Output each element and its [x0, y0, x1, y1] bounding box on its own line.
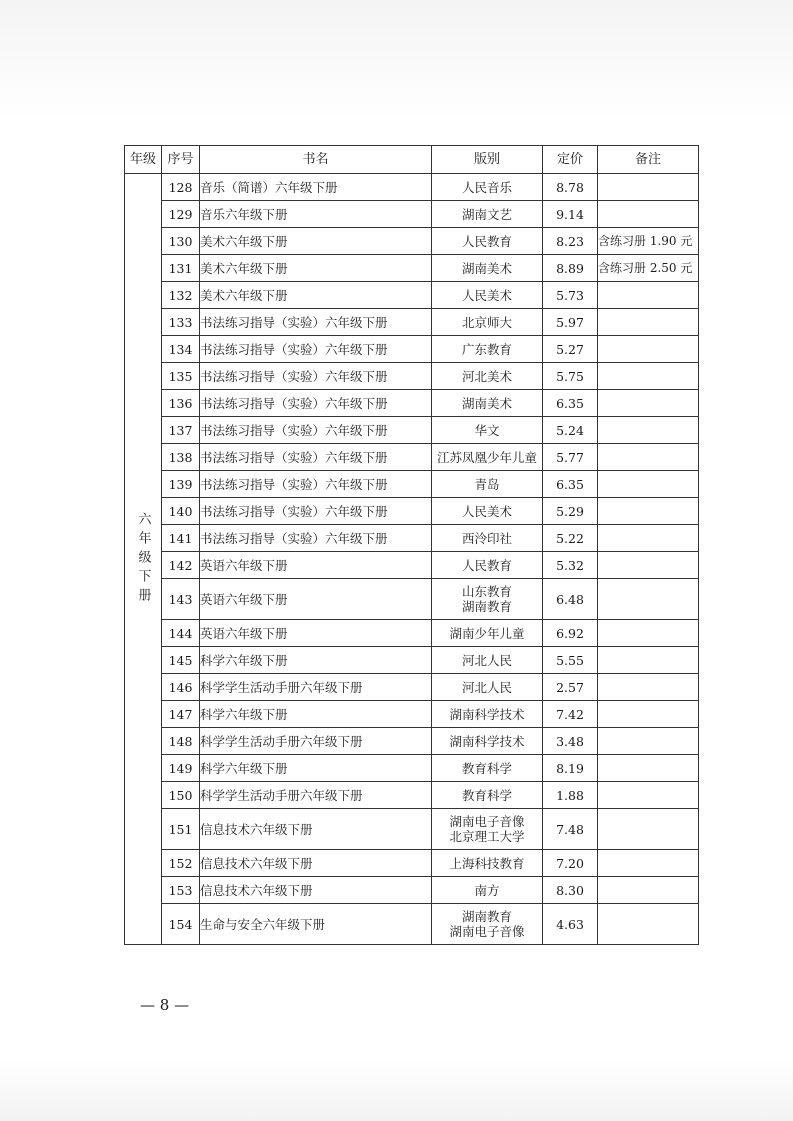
book-price: 5.73 — [543, 282, 598, 309]
publisher-cell — [432, 877, 543, 904]
table-row — [125, 620, 699, 647]
book-price: 3.48 — [543, 728, 598, 755]
book-note — [598, 309, 699, 336]
publisher-cell — [432, 620, 543, 647]
book-price: 7.20 — [543, 850, 598, 877]
row-number: 151 — [162, 809, 200, 850]
publisher-name: 人民教育 — [461, 557, 512, 573]
table-row — [125, 525, 699, 552]
header-title: 书名 — [200, 146, 432, 174]
book-price: 5.55 — [543, 647, 598, 674]
book-note — [598, 282, 699, 309]
header-price: 定价 — [543, 146, 598, 174]
book-note — [598, 850, 699, 877]
publisher-cell — [432, 174, 543, 201]
publisher-name: 人民美术 — [461, 287, 512, 303]
table-row — [125, 809, 699, 850]
book-title: 美术六年级下册 — [200, 282, 432, 309]
book-price: 8.78 — [543, 174, 598, 201]
book-note — [598, 755, 699, 782]
table-row — [125, 363, 699, 390]
publisher-cell — [432, 552, 543, 579]
book-title: 书法练习指导（实验）六年级下册 — [200, 390, 432, 417]
row-number: 130 — [162, 228, 200, 255]
scan-bottom-shade — [0, 1060, 793, 1121]
table-row — [125, 255, 699, 282]
book-note — [598, 782, 699, 809]
scan-top-shade — [0, 0, 793, 120]
book-price: 5.29 — [543, 498, 598, 525]
table-row — [125, 552, 699, 579]
row-number: 140 — [162, 498, 200, 525]
row-number: 132 — [162, 282, 200, 309]
publisher-name: 湖南文艺 — [461, 206, 512, 222]
publisher-cell — [432, 417, 543, 444]
row-number: 144 — [162, 620, 200, 647]
book-title: 书法练习指导（实验）六年级下册 — [200, 471, 432, 498]
publisher-cell — [432, 674, 543, 701]
book-price: 2.57 — [543, 674, 598, 701]
row-number: 135 — [162, 363, 200, 390]
publisher-cell — [432, 647, 543, 674]
book-title: 书法练习指导（实验）六年级下册 — [200, 309, 432, 336]
publisher-cell — [432, 850, 543, 877]
book-title: 书法练习指导（实验）六年级下册 — [200, 525, 432, 552]
book-note — [598, 471, 699, 498]
book-price: 8.89 — [543, 255, 598, 282]
book-title: 英语六年级下册 — [200, 620, 432, 647]
book-note — [598, 336, 699, 363]
publisher-name: 教育科学 — [461, 787, 512, 803]
row-number: 131 — [162, 255, 200, 282]
row-number: 146 — [162, 674, 200, 701]
book-title: 科学学生活动手册六年级下册 — [200, 674, 432, 701]
book-title: 英语六年级下册 — [200, 552, 432, 579]
publisher-name: 人民教育 — [461, 233, 512, 249]
publisher-name: 北京理工大学 — [449, 829, 525, 844]
publisher-name: 上海科技教育 — [449, 855, 525, 871]
table-row — [125, 282, 699, 309]
row-number: 154 — [162, 904, 200, 945]
table-row — [125, 417, 699, 444]
row-number: 133 — [162, 309, 200, 336]
publisher-name: 江苏凤凰少年儿童 — [436, 449, 537, 465]
book-price: 1.88 — [543, 782, 598, 809]
book-price: 5.27 — [543, 336, 598, 363]
publisher-name: 湖南科学技术 — [449, 733, 525, 749]
row-number: 138 — [162, 444, 200, 471]
table-row — [125, 471, 699, 498]
row-number: 134 — [162, 336, 200, 363]
header-publisher: 版别 — [432, 146, 543, 174]
header-no: 序号 — [162, 146, 200, 174]
publisher-cell — [432, 363, 543, 390]
publisher-cell — [432, 201, 543, 228]
book-price: 5.77 — [543, 444, 598, 471]
book-title: 科学六年级下册 — [200, 755, 432, 782]
row-number: 129 — [162, 201, 200, 228]
publisher-name: 河北美术 — [461, 368, 512, 384]
book-price: 4.63 — [543, 904, 598, 945]
row-number: 149 — [162, 755, 200, 782]
book-note — [598, 904, 699, 945]
table-row — [125, 904, 699, 945]
book-title: 书法练习指导（实验）六年级下册 — [200, 444, 432, 471]
table-header-row — [125, 146, 699, 174]
book-price: 8.30 — [543, 877, 598, 904]
book-title: 科学六年级下册 — [200, 647, 432, 674]
book-title: 书法练习指导（实验）六年级下册 — [200, 498, 432, 525]
publisher-cell — [432, 336, 543, 363]
row-number: 136 — [162, 390, 200, 417]
book-title: 英语六年级下册 — [200, 579, 432, 620]
book-note — [598, 498, 699, 525]
table-row — [125, 336, 699, 363]
book-price: 5.97 — [543, 309, 598, 336]
book-price: 5.75 — [543, 363, 598, 390]
book-title: 生命与安全六年级下册 — [200, 904, 432, 945]
publisher-name: 西泠印社 — [461, 530, 512, 546]
page-number: — 8 — — [140, 996, 190, 1014]
book-note: 含练习册 2.50 元 — [598, 255, 699, 282]
publisher-cell — [432, 444, 543, 471]
book-price: 9.14 — [543, 201, 598, 228]
table-row — [125, 309, 699, 336]
publisher-name: 河北人民 — [461, 652, 512, 668]
book-price: 5.32 — [543, 552, 598, 579]
table-body — [125, 174, 699, 945]
book-price: 7.48 — [543, 809, 598, 850]
book-note — [598, 647, 699, 674]
book-title: 音乐六年级下册 — [200, 201, 432, 228]
row-number: 150 — [162, 782, 200, 809]
publisher-name: 华文 — [474, 422, 500, 438]
table-row — [125, 674, 699, 701]
book-title: 书法练习指导（实验）六年级下册 — [200, 417, 432, 444]
book-title: 信息技术六年级下册 — [200, 850, 432, 877]
row-number: 137 — [162, 417, 200, 444]
book-note — [598, 417, 699, 444]
publisher-name: 湖南电子音像 — [449, 924, 525, 939]
publisher-cell — [432, 471, 543, 498]
publisher-name: 青岛 — [474, 476, 500, 492]
row-number: 153 — [162, 877, 200, 904]
book-price: 6.35 — [543, 390, 598, 417]
header-note: 备注 — [598, 146, 699, 174]
publisher-name: 湖南教育 — [461, 909, 512, 924]
book-note — [598, 579, 699, 620]
publisher-cell — [432, 728, 543, 755]
book-title: 科学六年级下册 — [200, 701, 432, 728]
row-number: 142 — [162, 552, 200, 579]
publisher-name: 南方 — [474, 882, 500, 898]
table-row — [125, 390, 699, 417]
publisher-name: 广东教育 — [461, 341, 512, 357]
table-row — [125, 647, 699, 674]
book-note — [598, 877, 699, 904]
publisher-name: 人民音乐 — [461, 179, 512, 195]
table-row — [125, 228, 699, 255]
publisher-name: 人民美术 — [461, 503, 512, 519]
publisher-name: 湖南美术 — [461, 260, 512, 276]
book-note — [598, 701, 699, 728]
book-note — [598, 363, 699, 390]
book-price: 5.22 — [543, 525, 598, 552]
publisher-cell — [432, 390, 543, 417]
table-row — [125, 498, 699, 525]
header-grade: 年级 — [125, 146, 162, 174]
row-number: 148 — [162, 728, 200, 755]
book-note — [598, 728, 699, 755]
publisher-name: 山东教育 — [461, 584, 512, 599]
textbook-price-table — [124, 145, 699, 945]
book-note — [598, 525, 699, 552]
book-title: 美术六年级下册 — [200, 228, 432, 255]
table-row — [125, 444, 699, 471]
row-number: 145 — [162, 647, 200, 674]
table-row — [125, 174, 699, 201]
table-row — [125, 201, 699, 228]
row-number: 128 — [162, 174, 200, 201]
publisher-cell — [432, 904, 543, 945]
table-row — [125, 701, 699, 728]
book-title: 书法练习指导（实验）六年级下册 — [200, 336, 432, 363]
table-row — [125, 850, 699, 877]
book-price: 6.92 — [543, 620, 598, 647]
book-note — [598, 390, 699, 417]
publisher-name: 河北人民 — [461, 679, 512, 695]
book-price: 5.24 — [543, 417, 598, 444]
publisher-name: 教育科学 — [461, 760, 512, 776]
publisher-name: 北京师大 — [461, 314, 512, 330]
book-price: 6.35 — [543, 471, 598, 498]
publisher-cell — [432, 809, 543, 850]
book-price: 7.42 — [543, 701, 598, 728]
publisher-cell — [432, 255, 543, 282]
publisher-cell — [432, 498, 543, 525]
book-title: 科学学生活动手册六年级下册 — [200, 728, 432, 755]
book-note — [598, 444, 699, 471]
publisher-cell — [432, 525, 543, 552]
table-row — [125, 877, 699, 904]
book-title: 音乐（简谱）六年级下册 — [200, 174, 432, 201]
book-note — [598, 674, 699, 701]
book-note — [598, 201, 699, 228]
row-number: 147 — [162, 701, 200, 728]
table-row — [125, 782, 699, 809]
publisher-name: 湖南科学技术 — [449, 706, 525, 722]
publisher-cell — [432, 282, 543, 309]
row-number: 152 — [162, 850, 200, 877]
book-note — [598, 174, 699, 201]
table-row — [125, 579, 699, 620]
grade-cell: 六年级下册 — [125, 174, 162, 945]
book-title: 书法练习指导（实验）六年级下册 — [200, 363, 432, 390]
publisher-name: 湖南少年儿童 — [449, 625, 525, 641]
publisher-name: 湖南教育 — [461, 599, 512, 614]
book-price: 8.19 — [543, 755, 598, 782]
publisher-name: 湖南美术 — [461, 395, 512, 411]
book-price: 6.48 — [543, 579, 598, 620]
publisher-name: 湖南电子音像 — [449, 814, 525, 829]
publisher-cell — [432, 309, 543, 336]
book-title: 美术六年级下册 — [200, 255, 432, 282]
publisher-cell — [432, 755, 543, 782]
table-row — [125, 755, 699, 782]
row-number: 143 — [162, 579, 200, 620]
publisher-cell — [432, 228, 543, 255]
row-number: 139 — [162, 471, 200, 498]
book-note: 含练习册 1.90 元 — [598, 228, 699, 255]
publisher-cell — [432, 579, 543, 620]
row-number: 141 — [162, 525, 200, 552]
book-note — [598, 620, 699, 647]
publisher-cell — [432, 701, 543, 728]
table-row — [125, 728, 699, 755]
book-note — [598, 552, 699, 579]
book-title: 科学学生活动手册六年级下册 — [200, 782, 432, 809]
book-price: 8.23 — [543, 228, 598, 255]
book-title: 信息技术六年级下册 — [200, 877, 432, 904]
book-title: 信息技术六年级下册 — [200, 809, 432, 850]
book-note — [598, 809, 699, 850]
publisher-cell — [432, 782, 543, 809]
